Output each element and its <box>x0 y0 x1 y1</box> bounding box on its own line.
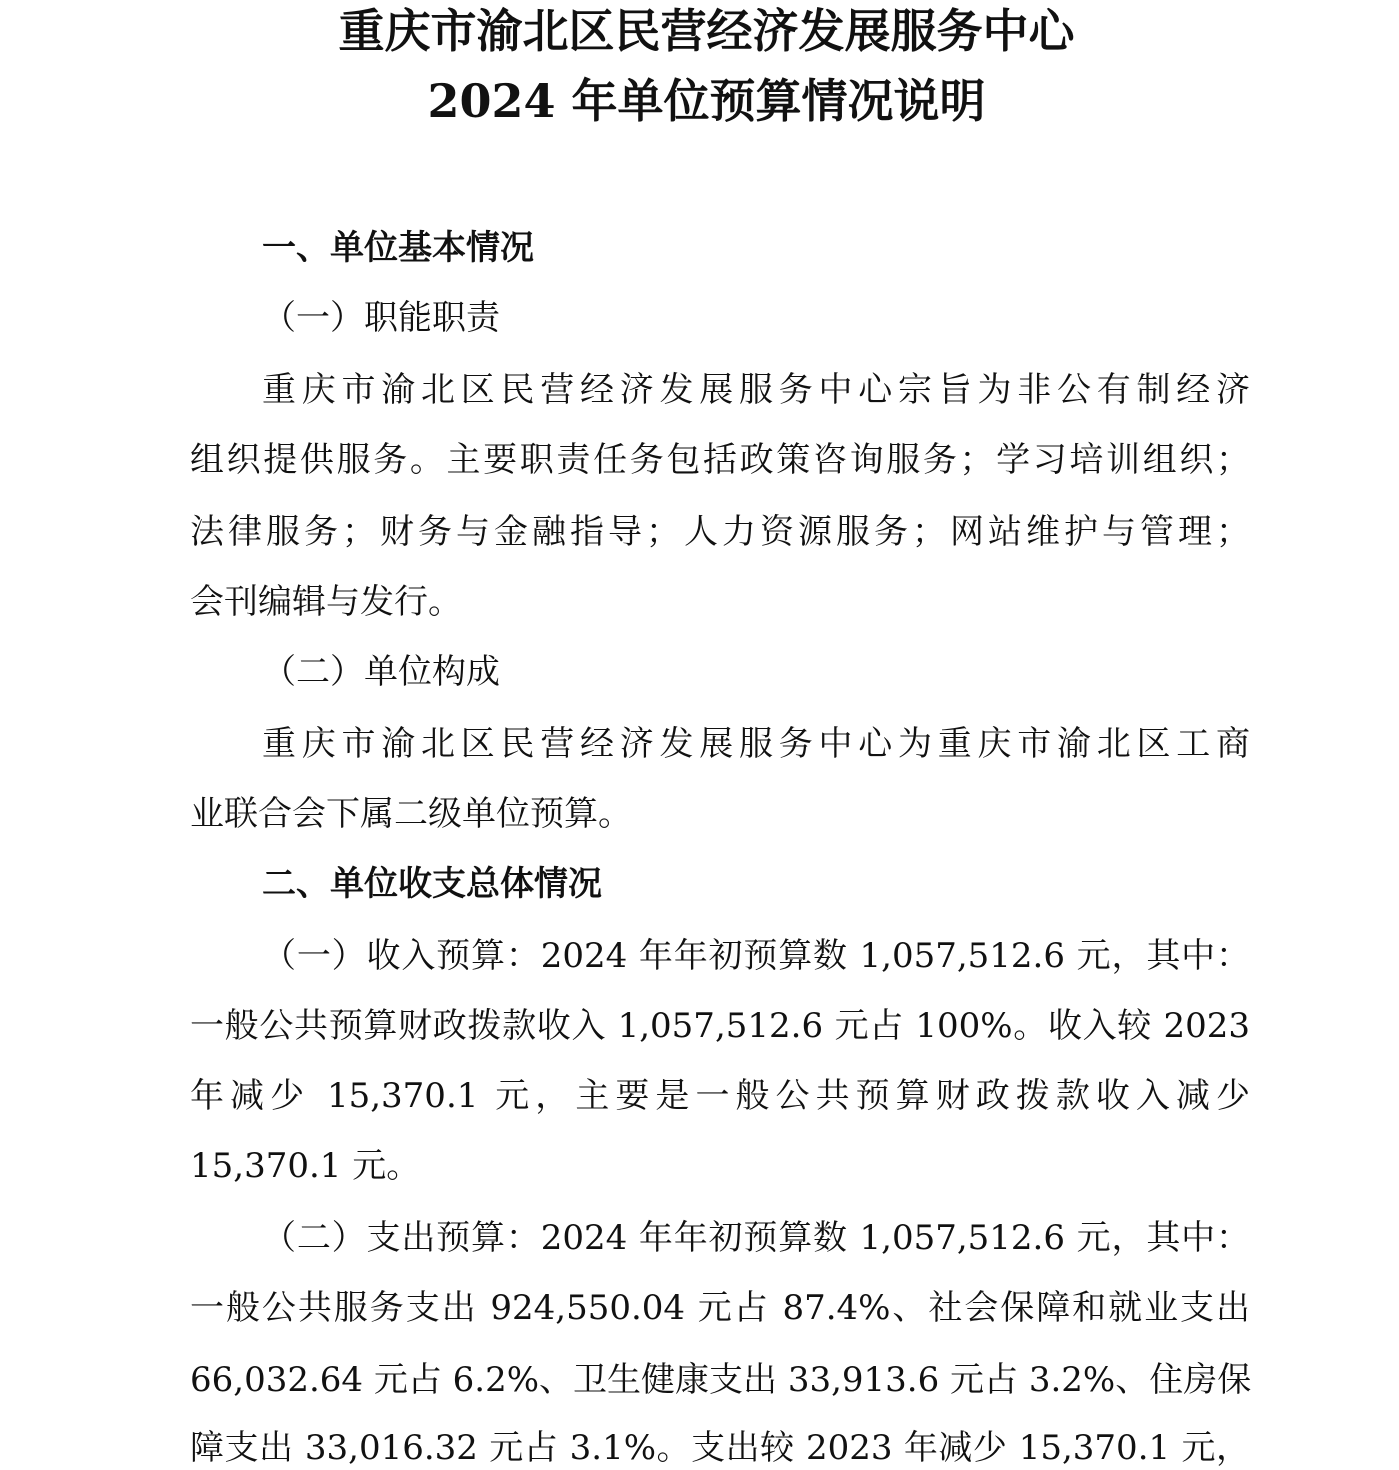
expenditure-paragraph-line: 障支出 33,016.32 元占 3.1%。支出较 2023 年减少 15,370.1 元， <box>190 1428 1250 1468</box>
paragraph-line: 组织提供服务。主要职责任务包括政策咨询服务；学习培训组织； <box>190 440 1250 480</box>
paragraph-line: 重庆市渝北区民营经济发展服务中心宗旨为非公有制经济 <box>262 370 1250 410</box>
income-paragraph-line: 年减少 15,370.1 元，主要是一般公共预算财政拨款收入减少 <box>190 1076 1250 1116</box>
income-paragraph-line: 一般公共预算财政拨款收入 1,057,512.6 元占 100%。收入较 2023 <box>190 1006 1250 1046</box>
paragraph-line: 法律服务；财务与金融指导；人力资源服务；网站维护与管理； <box>190 512 1250 552</box>
document-title-line2: 2024 年单位预算情况说明 <box>427 74 986 128</box>
expenditure-paragraph-line: 66,032.64 元占 6.2%、卫生健康支出 33,913.6 元占 3.2%、住房保 <box>190 1360 1252 1400</box>
paragraph-line: 会刊编辑与发行。 <box>190 582 462 622</box>
document-title-line1: 重庆市渝北区民营经济发展服务中心 <box>338 4 1075 58</box>
section1-heading: 一、单位基本情况 <box>262 228 534 268</box>
income-paragraph-line: 15,370.1 元。 <box>190 1146 421 1186</box>
paragraph-line: 业联合会下属二级单位预算。 <box>190 794 632 834</box>
expenditure-paragraph-line: （二）支出预算：2024 年年初预算数 1,057,512.6 元，其中： <box>262 1218 1250 1258</box>
section1-sub2-label: （二）单位构成 <box>262 652 500 692</box>
section1-sub1-label: （一）职能职责 <box>262 298 500 338</box>
expenditure-paragraph-line: 一般公共服务支出 924,550.04 元占 87.4%、社会保障和就业支出 <box>190 1288 1250 1328</box>
income-paragraph-line: （一）收入预算：2024 年年初预算数 1,057,512.6 元，其中： <box>262 936 1250 976</box>
section2-heading: 二、单位收支总体情况 <box>262 864 602 904</box>
paragraph-line: 重庆市渝北区民营经济发展服务中心为重庆市渝北区工商 <box>262 724 1250 764</box>
